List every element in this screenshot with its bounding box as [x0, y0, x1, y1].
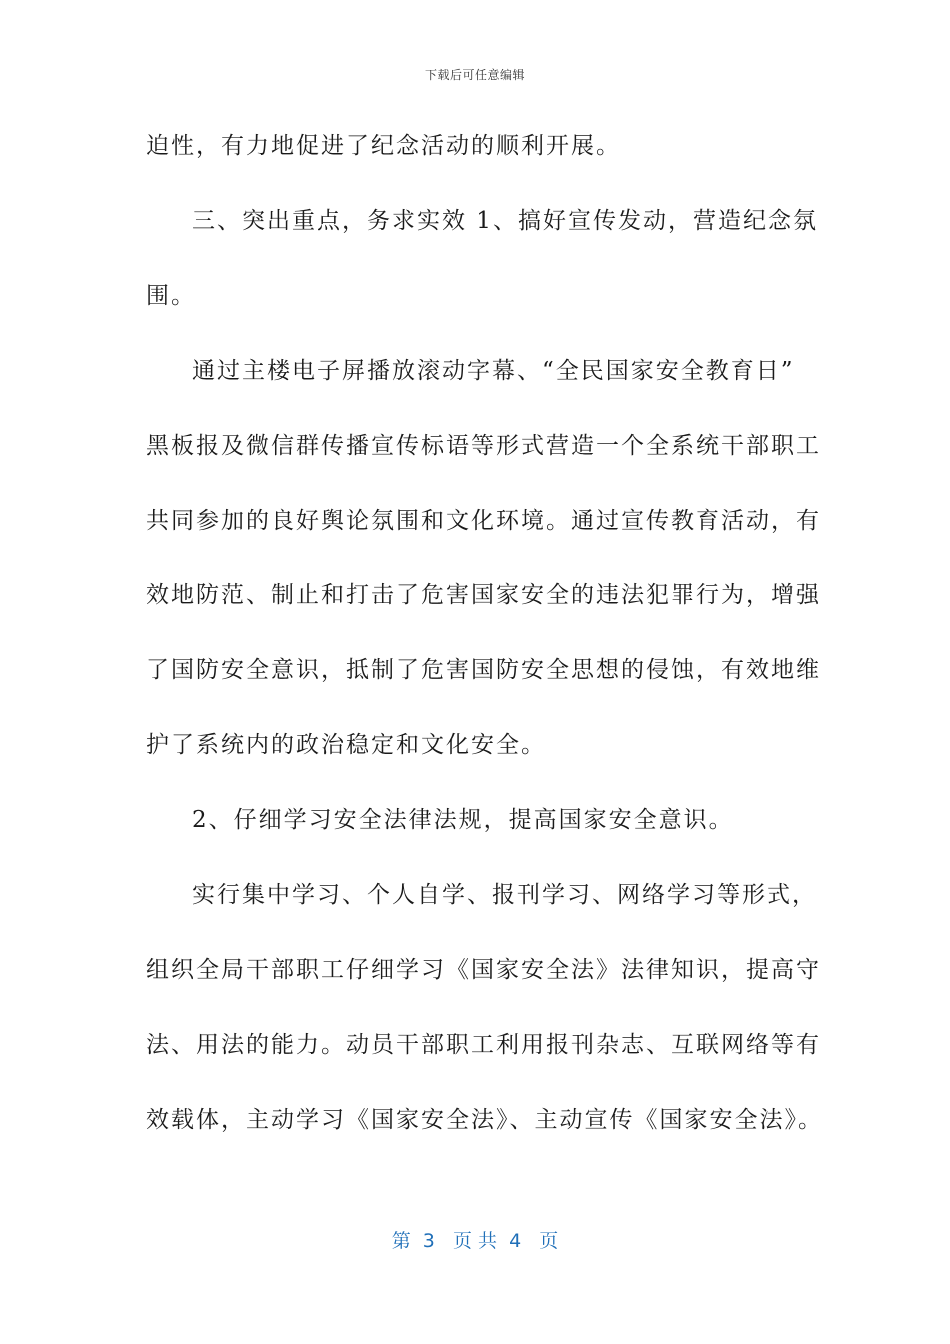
- paragraph-line: 效地防范、制止和打击了危害国家安全的违法犯罪行为，增强: [146, 582, 821, 608]
- paragraph-line: 组织全局干部职工仔细学习《国家安全法》法律知识，提高守: [146, 957, 821, 983]
- paragraph-line: 护了系统内的政治稳定和文化安全。: [146, 732, 546, 758]
- page-header-note: 下载后可任意编辑: [424, 68, 525, 82]
- subheading-line: 2、仔细学习安全法律法规，提高国家安全意识。: [192, 807, 734, 833]
- section-heading-line: 三、突出重点，务求实效 1、搞好宣传发动，营造纪念氛: [192, 208, 818, 234]
- paragraph-line: 实行集中学习、个人自学、报刊学习、网络学习等形式，: [192, 882, 817, 908]
- paragraph-line: 效载体，主动学习《国家安全法》、主动宣传《国家安全法》。: [146, 1107, 823, 1133]
- paragraph-line: 通过主楼电子屏播放滚动字幕、“全民国家安全教育日”: [192, 358, 795, 384]
- paragraph-line: 黑板报及微信群传播宣传标语等形式营造一个全系统干部职工: [146, 433, 821, 459]
- page-number-footer: 第 3 页 共 4 页: [391, 1230, 559, 1252]
- paragraph-line: 围。: [146, 283, 196, 309]
- paragraph-line: 迫性，有力地促进了纪念活动的顺利开展。: [146, 133, 621, 159]
- paragraph-line: 法、用法的能力。动员干部职工利用报刊杂志、互联网络等有: [146, 1032, 821, 1058]
- paragraph-line: 共同参加的良好舆论氛围和文化环境。通过宣传教育活动，有: [146, 508, 821, 534]
- paragraph-line: 了国防安全意识，抵制了危害国防安全思想的侵蚀，有效地维: [146, 657, 821, 683]
